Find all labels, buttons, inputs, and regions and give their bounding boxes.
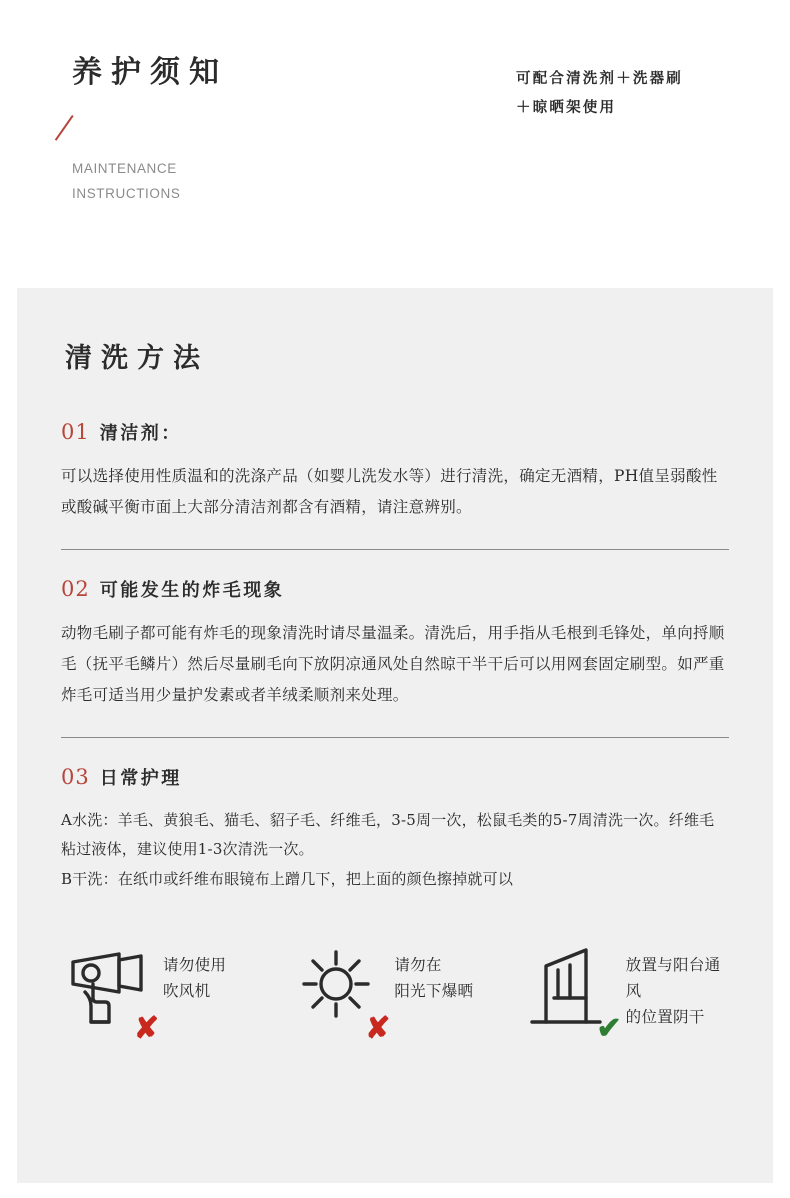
section-03-heading <box>61 764 729 790</box>
care-item-shade-dry <box>524 936 729 1045</box>
care-item-label-3 <box>626 936 729 1031</box>
section-02-heading <box>61 576 729 602</box>
section-02 <box>61 576 729 711</box>
care-item-label-1-line-1: 请勿使用 <box>163 955 227 974</box>
care-item-label-3-line-2: 的位置阴干 <box>625 1008 705 1027</box>
section-03-title: 日常护理 <box>99 768 182 789</box>
sun-icon <box>292 936 391 1045</box>
section-03-body-line-1: A水洗：羊毛、黄狼毛、猫毛、貂子毛、纤维毛，3-5周一次，松鼠毛类的5-7周清洗一次。纤维毛粘过液体，建议使用1-3次清洗一次。 <box>61 811 715 859</box>
header-note-line-1: 可配合清洗剂＋洗器刷 <box>516 70 683 87</box>
care-item-no-sun <box>292 936 497 1045</box>
section-01 <box>61 419 729 523</box>
section-03-number: 03 <box>61 765 90 789</box>
subtitle-line-1: MAINTENANCE <box>72 161 177 176</box>
section-02-title: 可能发生的炸毛现象 <box>99 580 285 601</box>
hair-dryer-icon <box>61 936 159 1045</box>
care-item-label-2-line-2: 阳光下爆晒 <box>394 982 474 1001</box>
care-item-label-2-line-1: 请勿在 <box>394 955 442 974</box>
care-icon-row <box>61 936 729 1045</box>
forbidden-mark: ✘ <box>365 1011 391 1045</box>
care-item-label-1 <box>163 936 226 1005</box>
panel-title: 清洗方法 <box>65 343 209 374</box>
care-item-label-1-line-2: 吹风机 <box>163 982 211 1001</box>
allowed-mark: ✔ <box>596 1011 622 1045</box>
cleaning-method-panel <box>17 288 773 1183</box>
section-01-body: 可以选择使用性质温和的洗涤产品（如婴儿洗发水等）进行清洗，确定无酒精，PH值呈弱酸性或酸碱平衡市面上大部分清洁剂都含有酒精，请注意辨别。 <box>61 467 718 516</box>
section-03 <box>61 764 729 894</box>
section-01-title: 清洁剂： <box>99 423 182 444</box>
page-subtitle-en <box>72 157 766 207</box>
divider-2 <box>61 737 729 738</box>
header-note-line-2: ＋晾晒架使用 <box>516 99 617 116</box>
balcony-drying-icon <box>524 936 622 1045</box>
diagonal-slash-icon <box>72 115 98 141</box>
care-item-no-hair-dryer <box>61 936 266 1045</box>
forbidden-mark: ✘ <box>133 1011 159 1045</box>
section-01-number: 01 <box>61 420 90 444</box>
page-title: 养护须知 <box>72 55 228 90</box>
divider-1 <box>61 549 729 550</box>
care-item-label-2 <box>394 936 473 1005</box>
section-02-body: 动物毛刷子都可能有炸毛的现象清洗时请尽量温柔。清洗后，用手指从毛根到毛锋处，单向捋顺毛（抚平毛鳞片）然后尽量刷毛向下放阴凉通风处自然晾干半干后可以用网套固定刷型。如严重炸毛可适当用少量护发素或者羊绒柔顺剂来处理。 <box>61 624 725 704</box>
section-03-body-line-2: B干洗：在纸巾或纤维布眼镜布上蹭几下，把上面的颜色擦掉就可以 <box>61 869 514 888</box>
section-02-number: 02 <box>61 577 90 601</box>
page-header <box>0 0 790 230</box>
subtitle-line-2: INSTRUCTIONS <box>72 185 181 201</box>
section-01-heading <box>61 419 729 445</box>
header-note <box>516 64 766 122</box>
care-item-label-3-line-1: 放置与阳台通风 <box>625 955 721 1001</box>
